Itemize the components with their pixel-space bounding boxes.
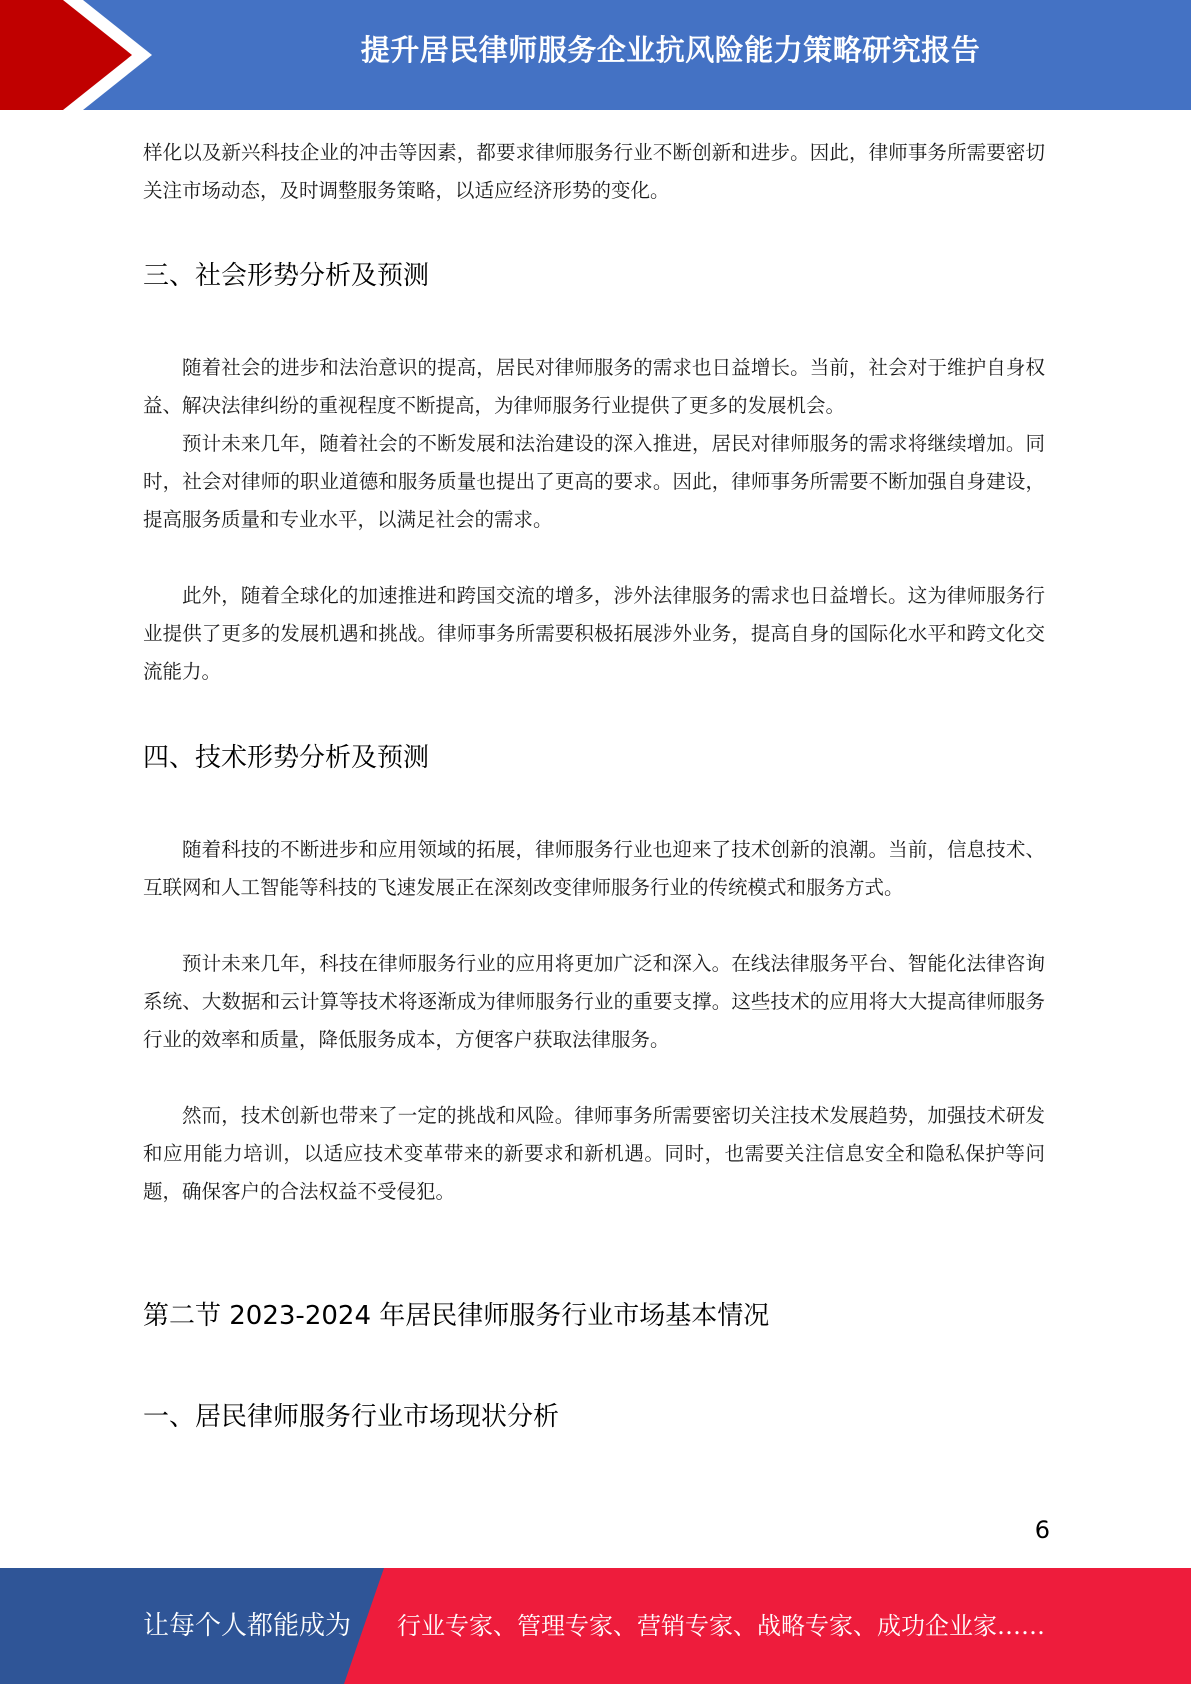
paragraph-social-3: 此外，随着全球化的加速推进和跨国交流的增多，涉外法律服务的需求也日益增长。这为律师服务行业提供了更多的发展机遇和挑战。律师事务所需要积极拓展涉外业务，提高自身的国际化水平和跨文化交流能力。 bbox=[143, 584, 1045, 683]
heading-section-two: 第二节 2023-2024 年居民律师服务行业市场基本情况 bbox=[143, 1301, 770, 1331]
page-number: 6 bbox=[1034, 1516, 1050, 1544]
paragraph-tech-3: 然而，技术创新也带来了一定的挑战和风险。律师事务所需要密切关注技术发展趋势，加强技术研发和应用能力培训，以适应技术变革带来的新要求和新机遇。同时，也需要关注信息安全和隐私保护等问题，确保客户的合法权益不受侵犯。 bbox=[143, 1104, 1045, 1203]
paragraph-social-1: 随着社会的进步和法治意识的提高，居民对律师服务的需求也日益增长。当前，社会对于维护自身权益、解决法律纠纷的重视程度不断提高，为律师服务行业提供了更多的发展机会。 bbox=[143, 356, 1045, 417]
footer-slogan-right: 行业专家、管理专家、营销专家、战略专家、成功企业家…… bbox=[397, 1612, 1045, 1640]
page-footer bbox=[0, 1568, 1191, 1684]
report-title: 提升居民律师服务企业抗风险能力策略研究报告 bbox=[360, 33, 981, 67]
header-arrow-decoration bbox=[0, 0, 160, 110]
heading-tech-analysis: 四、技术形势分析及预测 bbox=[143, 743, 430, 773]
footer-slogan-left: 让每个人都能成为 bbox=[143, 1611, 352, 1641]
paragraph-social-2: 预计未来几年，随着社会的不断发展和法治建设的深入推进，居民对律师服务的需求将继续增加。同时，社会对律师的职业道德和服务质量也提出了更高的要求。因此，律师事务所需要不断加强自身建设，提高服务质量和专业水平，以满足社会的需求。 bbox=[143, 432, 1045, 531]
heading-market-status: 一、居民律师服务行业市场现状分析 bbox=[143, 1402, 560, 1432]
heading-social-analysis: 三、社会形势分析及预测 bbox=[143, 261, 430, 291]
page-header bbox=[0, 0, 1191, 110]
paragraph-tech-2: 预计未来几年，科技在律师服务行业的应用将更加广泛和深入。在线法律服务平台、智能化法律咨询系统、大数据和云计算等技术将逐渐成为律师服务行业的重要支撑。这些技术的应用将大大提高律师服务行业的效率和质量，降低服务成本，方便客户获取法律服务。 bbox=[143, 952, 1045, 1051]
paragraph-tech-1: 随着科技的不断进步和应用领域的拓展，律师服务行业也迎来了技术创新的浪潮。当前，信息技术、互联网和人工智能等科技的飞速发展正在深刻改变律师服务行业的传统模式和服务方式。 bbox=[143, 838, 1045, 899]
paragraph-intro: 样化以及新兴科技企业的冲击等因素，都要求律师服务行业不断创新和进步。因此，律师事务所需要密切关注市场动态，及时调整服务策略，以适应经济形势的变化。 bbox=[143, 141, 1045, 202]
